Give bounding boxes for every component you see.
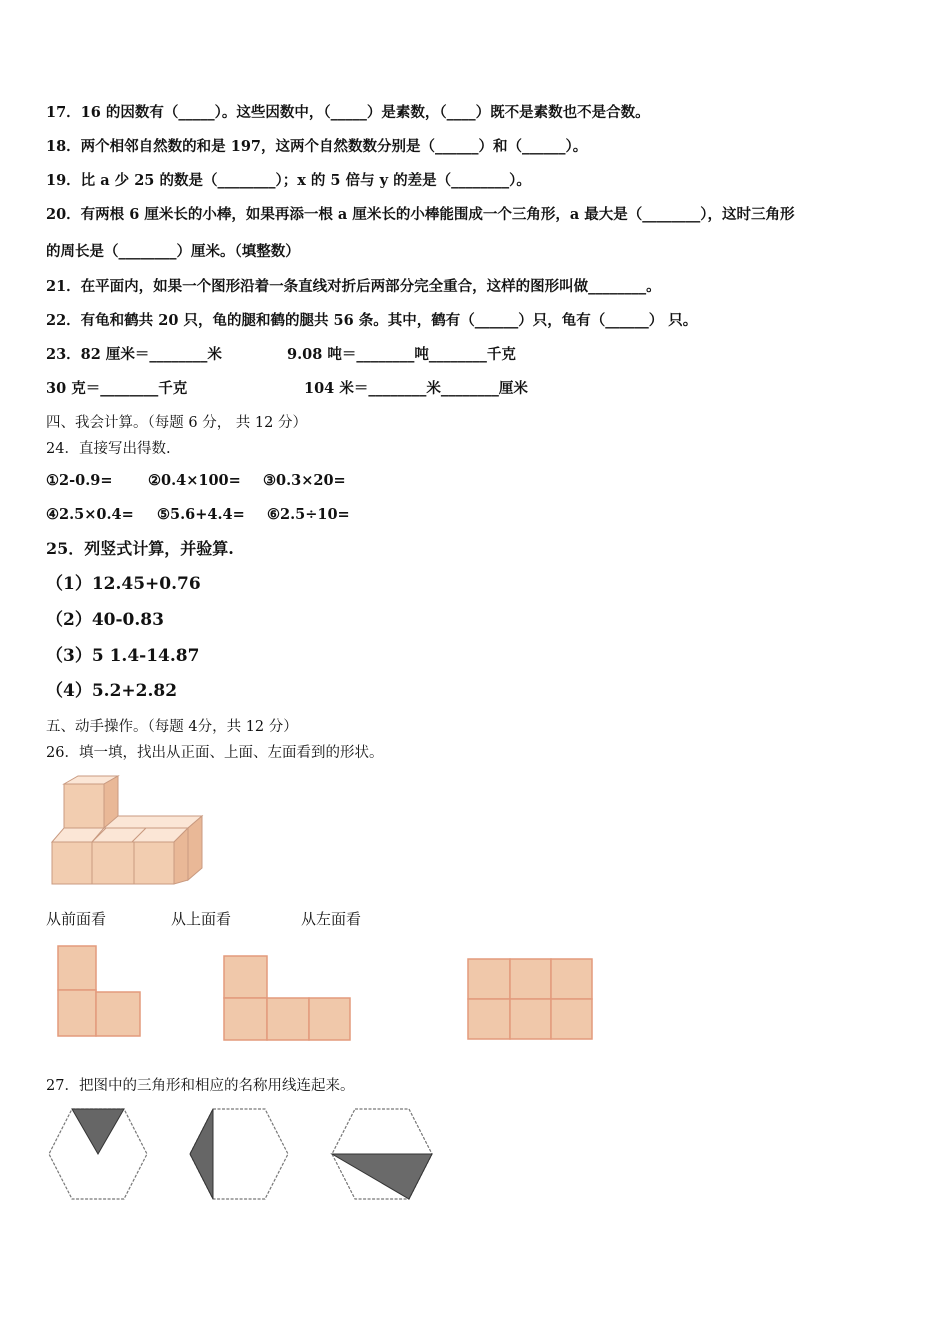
- calc-3: ③0.3×20=: [263, 472, 346, 489]
- question-27: 27．把图中的三角形和相应的名称用线连起来。: [46, 1078, 355, 1094]
- section-5-title: 五、动手操作。（每题 4分，共 12 分）: [46, 719, 298, 735]
- view-left-label: 从左面看: [301, 910, 362, 928]
- problem-2: （2）40-0.83: [46, 610, 164, 630]
- problem-3: （3）5 1.4-14.87: [46, 646, 200, 666]
- question-19: 19．比 a 少 25 的数是（________）；x 的 5 倍与 y 的差是（________）。: [46, 172, 531, 189]
- hexagon-triangle-1: [46, 1106, 150, 1202]
- question-23-d: 104 米＝________米________厘米: [304, 380, 528, 397]
- question-21: 21．在平面内，如果一个图形沿着一条直线对折后两部分完全重合，这样的图形叫做________。: [46, 278, 661, 295]
- calc-2: ②0.4×100=: [148, 472, 241, 489]
- question-25: 25．列竖式计算，并验算.: [46, 539, 234, 558]
- question-23-a: 23．82 厘米＝________米: [46, 346, 222, 363]
- question-23-b: 9.08 吨＝________吨________千克: [287, 346, 516, 363]
- view-top-label: 从上面看: [171, 910, 232, 928]
- calc-5: ⑤5.6+4.4=: [157, 506, 245, 523]
- calc-1: ①2-0.9=: [46, 472, 113, 489]
- left-view-shape: [466, 957, 594, 1041]
- calc-4: ④2.5×0.4=: [46, 506, 134, 523]
- hexagon-triangle-3: [329, 1106, 435, 1202]
- question-20-line1: 20．有两根 6 厘米长的小棒，如果再添一根 a 厘米长的小棒能围成一个三角形，a 最大是（________），这时三角形: [46, 206, 795, 223]
- view-front-label: 从前面看: [46, 910, 107, 928]
- question-26: 26．填一填，找出从正面、上面、左面看到的形状。: [46, 745, 384, 761]
- question-23-c: 30 克＝________千克: [46, 380, 188, 397]
- front-view-shape: [56, 944, 142, 1038]
- problem-1: （1）12.45+0.76: [46, 574, 201, 594]
- top-view-shape: [222, 954, 352, 1042]
- question-20-line2: 的周长是（________）厘米。（填整数）: [46, 243, 300, 260]
- question-18: 18．两个相邻自然数的和是 197，这两个自然数数分别是（______）和（______）。: [46, 138, 588, 155]
- calc-6: ⑥2.5÷10=: [267, 506, 350, 523]
- problem-4: （4）5.2+2.82: [46, 681, 178, 701]
- section-4-title: 四、我会计算。（每题 6 分， 共 12 分）: [46, 415, 307, 431]
- cube-stack-figure: [48, 772, 208, 890]
- question-22: 22．有龟和鹤共 20 只，龟的腿和鹤的腿共 56 条。其中，鹤有（______）只，龟有（______） 只。: [46, 312, 698, 329]
- question-24: 24．直接写出得数.: [46, 441, 171, 457]
- question-17: 17．16 的因数有（_____）。这些因数中，（_____）是素数，（____）既不是素数也不是合数。: [46, 104, 650, 121]
- hexagon-triangle-2: [187, 1106, 291, 1202]
